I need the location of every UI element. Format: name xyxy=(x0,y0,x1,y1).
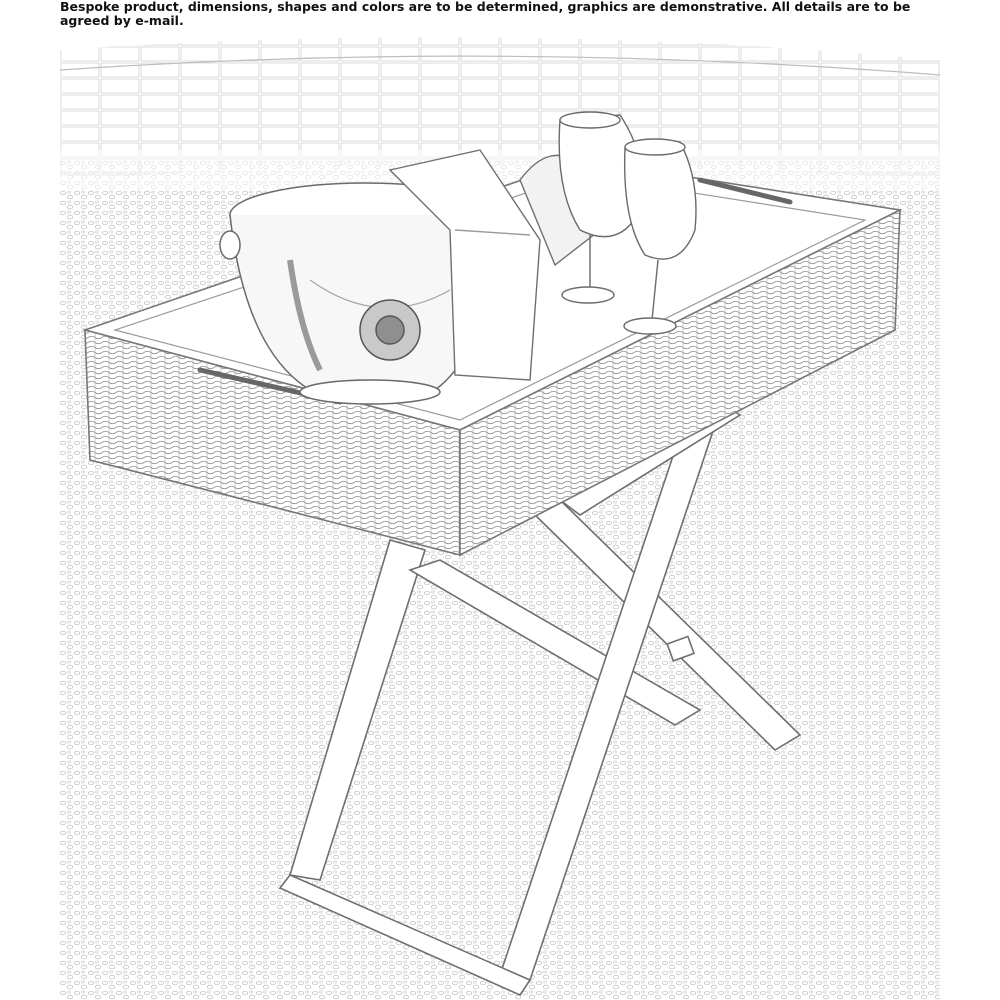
product-illustration xyxy=(60,30,940,1000)
bespoke-disclaimer: Bespoke product, dimensions, shapes and colors are to be determined, graphics are demonstrative. All details are to be agreed by e-mail. xyxy=(60,0,911,28)
tray-table-sketch xyxy=(60,30,940,1000)
